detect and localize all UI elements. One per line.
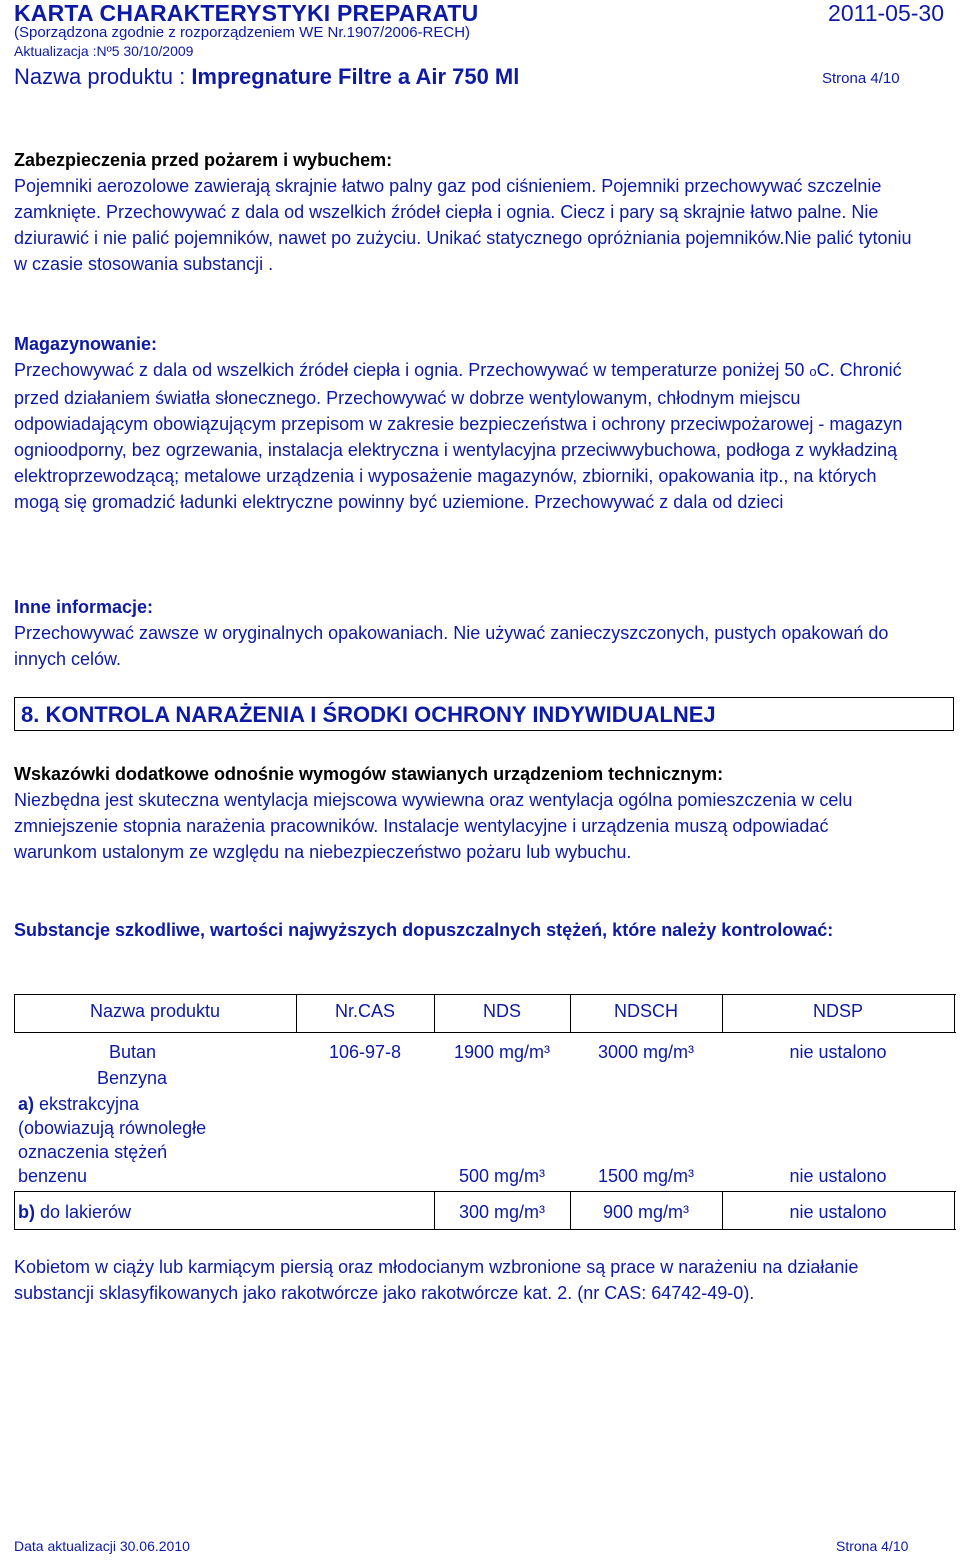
footer-update-date: Data aktualizacji 30.06.2010 xyxy=(14,1538,190,1554)
section-8-box xyxy=(14,697,954,731)
table-cell-a-label: a) xyxy=(18,1094,35,1114)
technical-text: Niezbędna jest skuteczna wentylacja miejscowa wywiewna oraz wentylacja ogólna pomieszczenia w celu zmniejszenie stopnia narażenia pracowników. Instalacje wentylacyjne i urządzenia muszą odpowiadać warunkom ustalonym ze względu na niebezpieczeństwo pożaru lub wybuchu. xyxy=(14,790,853,862)
fire-heading: Zabezpieczenia przed pożarem i wybuchem: xyxy=(14,150,393,170)
fire-text-b: .Nie palić tytoniu w czasie stosowania substancji . xyxy=(14,228,912,274)
table-cell-benzyna: Benzyna xyxy=(97,1068,168,1088)
table-cell-b-nds: 300 mg/m³ xyxy=(458,1202,546,1222)
other-info-section xyxy=(14,594,914,672)
table-cell-b-name xyxy=(18,1200,131,1224)
table-header-name: Nazwa produktu xyxy=(89,1001,221,1021)
storage-text-post: C. Chronić przed działaniem światła słonecznego. Przechowywać w dobrze wentylowanym, chłodnym miejscu odpowiadającym obowiązującym przepisom w zakresie bezpieczeństwa i ochrony przeciwpożarowej - magazyn ognioodporny, bez ogrzewania, instalacja elektryczna i wentylacyjna przeciwwybuchowa, podłoga z wykładziną elektroprzewodzącą; metalowe urządzenia i wyposażenie magazynów, zbiorniki, opakowania itp., na których mogą się gromadzić ładunki elektryczne powinny być uziemione. Przechowywać z dala od dzieci xyxy=(14,360,903,512)
restrictions-note: Kobietom w ciąży lub karmiącym piersią oraz młodocianym wzbronione są prace w narażeniu na działanie substancji sklasyfikowanych jako rakotwórcze jako rakotwórcze kat. 2. (nr CAS: 64742-49-0). xyxy=(14,1257,859,1303)
substances-heading: Substancje szkodliwe, wartości najwyższych dopuszczalnych stężeń, które należy kontrolować: xyxy=(14,920,834,940)
table-rule xyxy=(14,1032,956,1033)
fire-section xyxy=(14,147,914,277)
table-cell-butan-ndsch: 3000 mg/m³ xyxy=(597,1042,695,1062)
table-cell-butan-name: Butan xyxy=(109,1042,157,1062)
table-cell-b-text: do lakierów xyxy=(35,1202,132,1222)
degree-mark: o xyxy=(809,364,817,379)
table-rule xyxy=(14,994,956,995)
product-line xyxy=(14,64,519,90)
table-cell-a-line1 xyxy=(18,1092,139,1116)
table-cell-b-ndsp: nie ustalono xyxy=(789,1202,887,1222)
table-header-ndsch: NDSCH xyxy=(613,1001,678,1021)
section-8-title: 8. KONTROLA NARAŻENIA I ŚRODKI OCHRONY INDYWIDUALNEJ xyxy=(21,702,716,727)
storage-section xyxy=(14,331,914,515)
table-rule xyxy=(14,1191,956,1192)
table-cell-butan-cas: 106-97-8 xyxy=(328,1042,402,1062)
fire-text xyxy=(14,173,914,277)
fire-text-a: Pojemniki aerozolowe zawierają skrajnie łatwo palny gaz pod ciśnieniem. Pojemniki przechowywać szczelnie zamknięte. Przechowywać z dala od wszelkich źródeł ciepła i ognia. Ciecz i pary są skrajnie łatwo palne. Nie dziurawić i nie palić pojemników, nawet po zużyciu. Unikać statycznego opróżniania pojemników xyxy=(14,176,882,248)
table-cell-a-line4: benzenu xyxy=(18,1166,88,1186)
table-cell-a-nds: 500 mg/m³ xyxy=(458,1166,546,1186)
table-rule xyxy=(954,1191,955,1229)
other-info-text: Przechowywać zawsze w oryginalnych opakowaniach. Nie używać zanieczyszczonych, pustych opakowań do innych celów. xyxy=(14,623,889,669)
storage-heading: Magazynowanie: xyxy=(14,334,158,354)
table-header-nds: NDS xyxy=(482,1001,521,1021)
table-cell-butan-nds: 1900 mg/m³ xyxy=(453,1042,551,1062)
update-note: Aktualizacja :Nº5 30/10/2009 xyxy=(14,43,194,59)
table-rule xyxy=(14,1229,956,1230)
substances-section xyxy=(14,917,914,943)
table-cell-b-ndsch: 900 mg/m³ xyxy=(602,1202,690,1222)
product-label: Nazwa produktu : xyxy=(14,64,192,89)
table-header-cas: Nr.CAS xyxy=(334,1001,395,1021)
document-title: KARTA CHARAKTERYSTYKI PREPARATU xyxy=(14,0,479,26)
storage-text-pre: Przechowywać z dala od wszelkich źródeł ciepła i ognia. Przechowywać w temperaturze poniżej 50 xyxy=(14,360,810,380)
exposure-limits-table xyxy=(14,994,956,1230)
table-cell-b-label: b) xyxy=(18,1202,35,1222)
table-rule xyxy=(14,1191,15,1229)
storage-text xyxy=(14,357,914,515)
technical-heading: Wskazówki dodatkowe odnośnie wymogów stawianych urządzeniom technicznym: xyxy=(14,764,724,784)
header-page-number: Strona 4/10 xyxy=(822,70,900,87)
table-header-ndsp: NDSP xyxy=(812,1001,863,1021)
product-name: Impregnature Filtre a Air 750 Ml xyxy=(191,64,520,89)
other-info-heading: Inne informacje: xyxy=(14,597,154,617)
footer-page-number: Strona 4/10 xyxy=(836,1538,909,1554)
table-cell-a-line3: oznaczenia stężeń xyxy=(18,1142,168,1162)
regulation-note: (Sporządzona zgodnie z rozporządzeniem WE Nr.1907/2006-RECH) xyxy=(14,24,471,41)
table-cell-a-ndsp: nie ustalono xyxy=(789,1166,887,1186)
table-rule xyxy=(954,994,955,1032)
document-date: 2011-05-30 xyxy=(828,0,944,26)
technical-section xyxy=(14,761,914,865)
table-cell-a-ndsch: 1500 mg/m³ xyxy=(597,1166,695,1186)
table-cell-butan-ndsp: nie ustalono xyxy=(789,1042,887,1062)
table-cell-a-text: ekstrakcyjna xyxy=(34,1094,140,1114)
table-cell-a-line2: (obowiazują równoległe xyxy=(18,1118,207,1138)
